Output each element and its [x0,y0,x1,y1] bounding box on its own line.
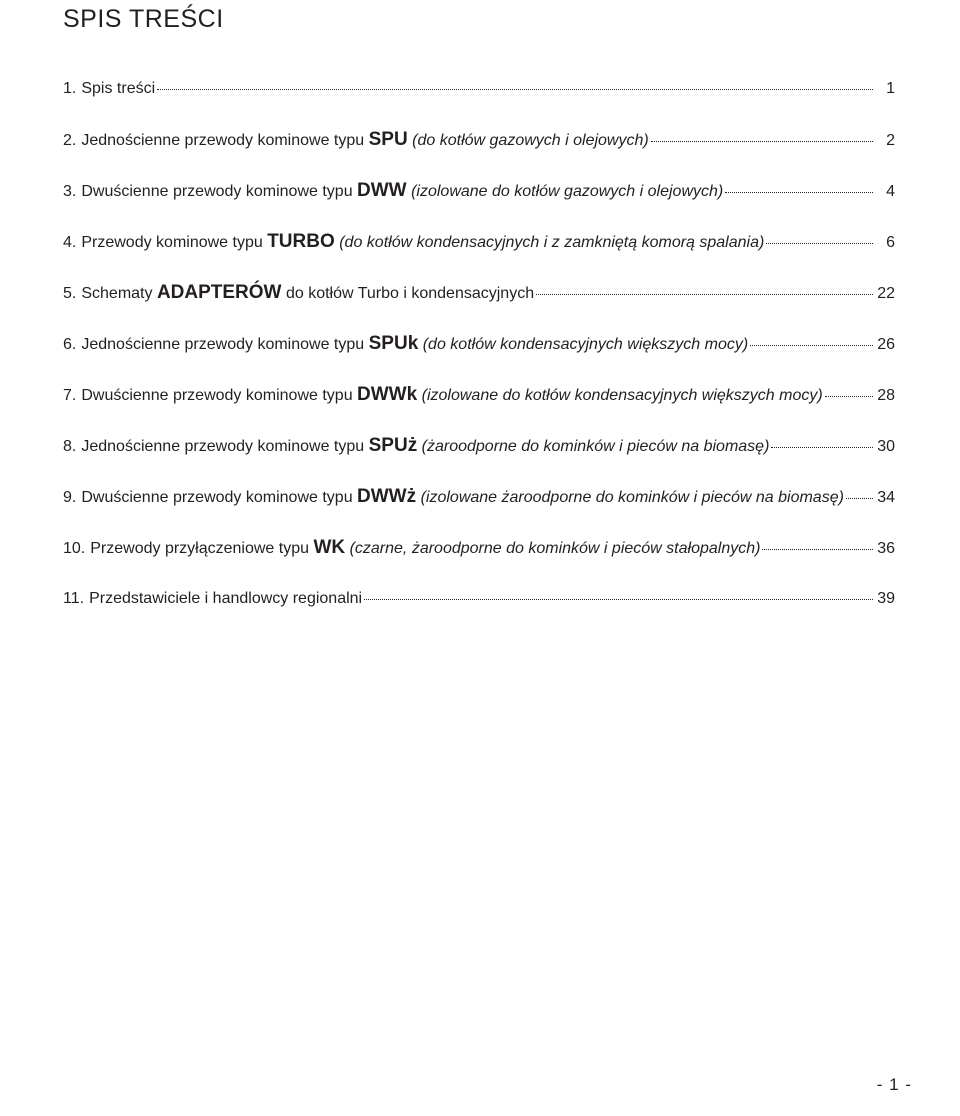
toc-entry-number: 8. [63,438,77,455]
toc-entry-page: 2 [886,132,895,149]
toc-entry-note: (do kotłów gazowych i olejowych) [412,132,649,149]
toc-dot-leader [750,345,873,346]
toc-entry-page: 4 [886,183,895,200]
toc-entry-8[interactable] [63,436,895,487]
toc-entry-page: 34 [877,489,895,506]
toc-entry-number: 3. [63,183,77,200]
toc-dot-leader [364,599,873,600]
toc-entry-7[interactable] [63,385,895,436]
toc-entry-number: 9. [63,489,77,506]
toc-entry-text: Jednościenne przewody kominowe typu [81,438,369,455]
toc-entry-11[interactable] [63,589,895,640]
toc-entry-number: 4. [63,234,77,251]
toc-dot-leader [846,498,873,499]
toc-entry-product-code: SPU [368,129,408,150]
page-title: SPIS TREŚCI [63,5,224,33]
toc-entry-product-code: TURBO [267,231,335,252]
toc-entry-number: 1. [63,80,77,97]
toc-entry-text: Przedstawiciele i handlowcy regionalni [89,590,363,607]
page-number: - 1 - [876,1075,912,1094]
toc-entry-1[interactable] [63,79,895,130]
toc-entry-page: 26 [877,336,895,353]
toc-entry-number: 2. [63,132,77,149]
toc-entry-page: 1 [886,80,895,97]
toc-entry-number: 11. [63,590,85,607]
toc-entry-note: (do kotłów kondensacyjnych i z zamkniętą komorą spalania) [339,234,765,251]
toc-entry-title [81,334,748,355]
toc-entry-page: 6 [886,234,895,251]
toc-entry-number: 7. [63,387,77,404]
toc-dot-leader [771,447,873,448]
toc-entry-number: 5. [63,285,77,302]
table-of-contents [63,79,895,640]
toc-entry-title [81,436,769,457]
toc-entry-title [81,181,723,202]
toc-dot-leader [725,192,873,193]
toc-entry-title [81,283,534,304]
toc-entry-title [81,487,844,508]
toc-dot-leader [536,294,873,295]
toc-entry-note: (izolowane do kotłów gazowych i olejowych) [411,183,724,200]
toc-entry-3[interactable] [63,181,895,232]
toc-entry-text: Jednościenne przewody kominowe typu [81,132,369,149]
toc-entry-product-code: ADAPTERÓW [156,282,282,303]
toc-entry-5[interactable] [63,283,895,334]
toc-entry-6[interactable] [63,334,895,385]
toc-entry-text: Dwuścienne przewody kominowe typu [81,489,358,506]
toc-dot-leader [766,243,873,244]
toc-entry-page: 28 [877,387,895,404]
toc-entry-9[interactable] [63,487,895,538]
toc-entry-separator: do kotłów Turbo i kondensacyjnych [281,285,535,302]
toc-entry-page: 30 [877,438,895,455]
toc-entry-product-code: SPUk [368,333,419,354]
toc-entry-text: Dwuścienne przewody kominowe typu [81,387,358,404]
toc-entry-title [81,130,648,151]
toc-entry-4[interactable] [63,232,895,283]
toc-entry-title [81,232,764,253]
toc-entry-product-code: DWWk [357,384,418,405]
toc-entry-text: Przewody przyłączeniowe typu [90,540,314,557]
toc-entry-product-code: WK [313,537,346,558]
toc-entry-number: 6. [63,336,77,353]
toc-entry-note: (czarne, żaroodporne do kominków i pieców stałopalnych) [349,540,761,557]
toc-entry-product-code: DWW [357,180,407,201]
toc-entry-10[interactable] [63,538,895,589]
toc-dot-leader [651,141,873,142]
toc-entry-product-code: SPUż [368,435,418,456]
toc-dot-leader [825,396,873,397]
toc-dot-leader [762,549,873,550]
toc-entry-text: Schematy [81,285,157,302]
toc-entry-number: 10. [63,540,86,557]
toc-entry-title [89,589,362,609]
toc-entry-note: (żaroodporne do kominków i pieców na biomasę) [421,438,770,455]
toc-entry-note: (izolowane żaroodporne do kominków i pieców na biomasę) [420,489,844,506]
toc-entry-text: Spis treści [81,80,156,97]
toc-entry-title [81,385,822,406]
toc-entry-2[interactable] [63,130,895,181]
toc-entry-title [90,538,760,559]
toc-entry-page: 22 [877,285,895,302]
toc-entry-text: Przewody kominowe typu [81,234,268,251]
toc-entry-note: (izolowane do kotłów kondensacyjnych większych mocy) [421,387,823,404]
toc-entry-text: Jednościenne przewody kominowe typu [81,336,369,353]
toc-entry-page: 39 [877,590,895,607]
toc-entry-note: (do kotłów kondensacyjnych większych mocy) [422,336,749,353]
toc-entry-title [81,79,155,99]
toc-entry-text: Dwuścienne przewody kominowe typu [81,183,358,200]
toc-entry-page: 36 [877,540,895,557]
toc-entry-product-code: DWWż [357,486,417,507]
toc-dot-leader [157,89,873,90]
